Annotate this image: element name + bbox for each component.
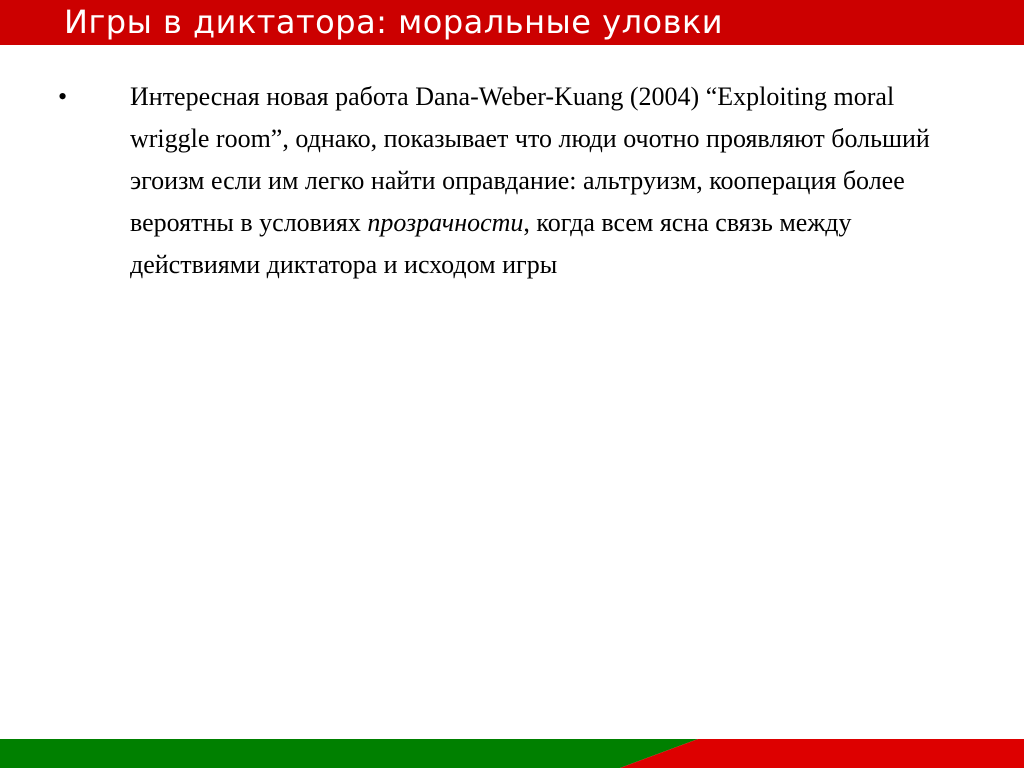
bullet-icon: • xyxy=(58,82,68,111)
footer-decoration xyxy=(0,739,1024,768)
bullet-paragraph xyxy=(130,76,970,286)
paragraph-text-start: Интересная новая работа Dana-Weber-Kuang (2004) “Exploiting moral wriggle room”, однако, показывает что люди очотно проявляют больший эгоизм если им легко найти оправдание: альтруизм, кооперация более вероятны в условиях xyxy=(130,82,930,237)
footer-band xyxy=(0,739,1024,768)
paragraph-emphasis: прозрачности xyxy=(367,208,524,237)
title-bar xyxy=(0,0,1024,45)
slide-title: Игры в диктатора: моральные уловки xyxy=(64,3,724,41)
slide-content xyxy=(58,76,978,286)
footer-green-segment xyxy=(0,739,698,768)
paragraph-text-end: , когда всем ясна связь между действиями диктатора и исходом игры xyxy=(130,208,852,279)
